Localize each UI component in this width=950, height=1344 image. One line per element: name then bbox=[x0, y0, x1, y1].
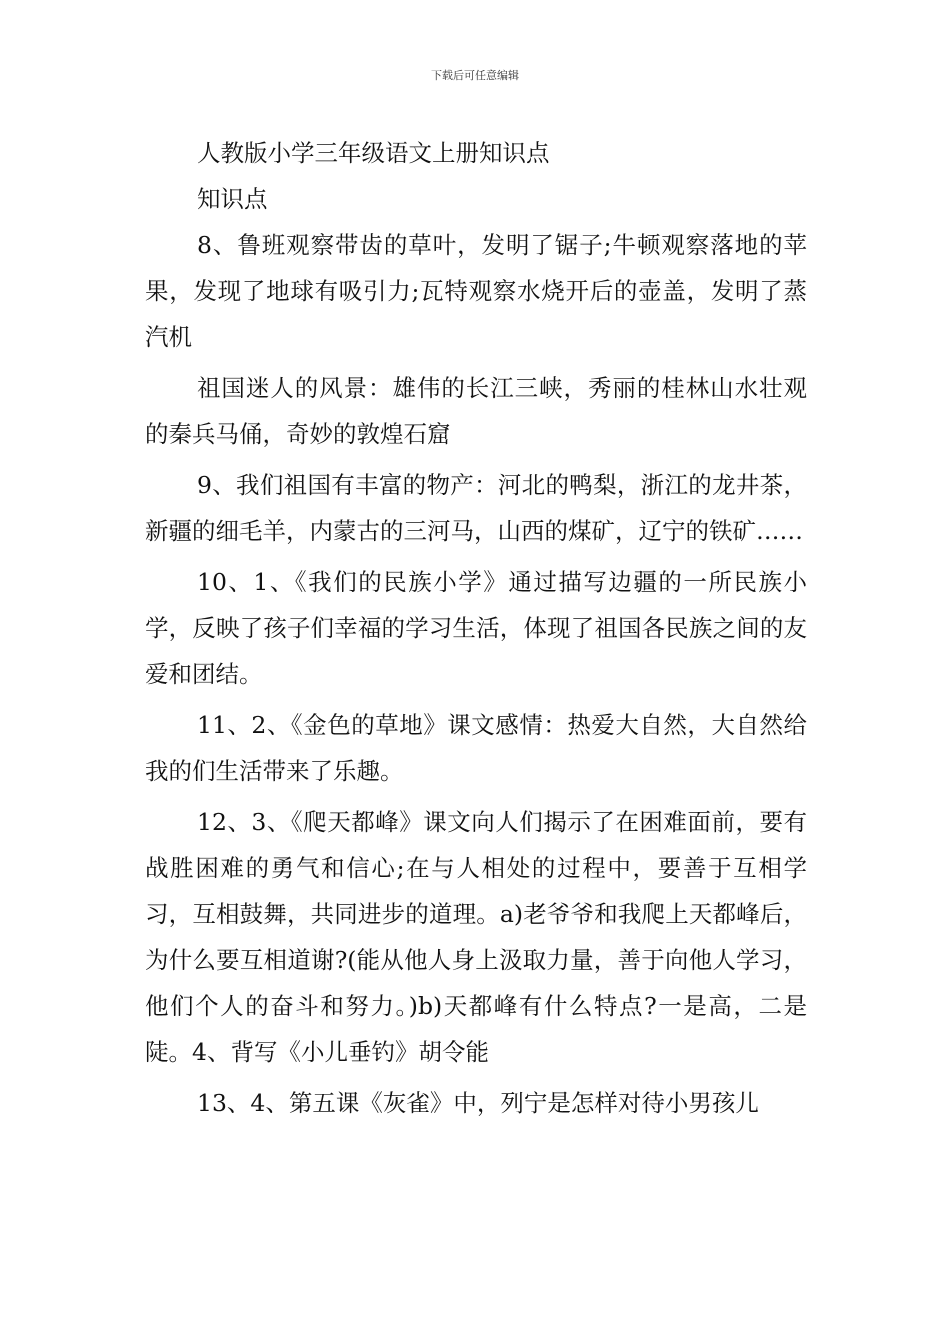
header-note: 下载后可任意编辑 bbox=[431, 69, 519, 82]
paragraph-8: 8、鲁班观察带齿的草叶，发明了锯子;牛顿观察落地的苹果，发现了地球有吸引力;瓦特观察水烧开后的壶盖，发明了蒸汽机 bbox=[145, 231, 807, 351]
paragraph-13: 13、4、第五课《灰雀》中，列宁是怎样对待小男孩儿 bbox=[197, 1089, 759, 1117]
paragraph-9: 9、我们祖国有丰富的物产：河北的鸭梨，浙江的龙井茶，新疆的细毛羊，内蒙古的三河马，山西的煤矿，辽宁的铁矿…… bbox=[145, 471, 807, 545]
paragraph-scenery: 祖国迷人的风景：雄伟的长江三峡，秀丽的桂林山水壮观的秦兵马俑，奇妙的敦煌石窟 bbox=[145, 374, 807, 448]
document-title: 人教版小学三年级语文上册知识点 bbox=[197, 139, 550, 167]
document-subtitle: 知识点 bbox=[197, 185, 268, 213]
paragraph-11: 11、2、《金色的草地》课文感情：热爱大自然，大自然给我的们生活带来了乐趣。 bbox=[145, 711, 807, 785]
document-body bbox=[145, 130, 807, 1131]
paragraph-12: 12、3、《爬天都峰》课文向人们揭示了在困难面前，要有战胜困难的勇气和信心;在与人相处的过程中，要善于互相学习，互相鼓舞，共同进步的道理。a)老爷爷和我爬上天都峰后，为什么要互相道谢?(能从他人身上汲取力量，善于向他人学习，他们个人的奋斗和努力。)b)天都峰有什么特点?一是高，二是陡。4、背写《小儿垂钓》胡令能 bbox=[145, 808, 807, 1066]
paragraph-10: 10、1、《我们的民族小学》通过描写边疆的一所民族小学，反映了孩子们幸福的学习生活，体现了祖国各民族之间的友爱和团结。 bbox=[145, 568, 807, 688]
